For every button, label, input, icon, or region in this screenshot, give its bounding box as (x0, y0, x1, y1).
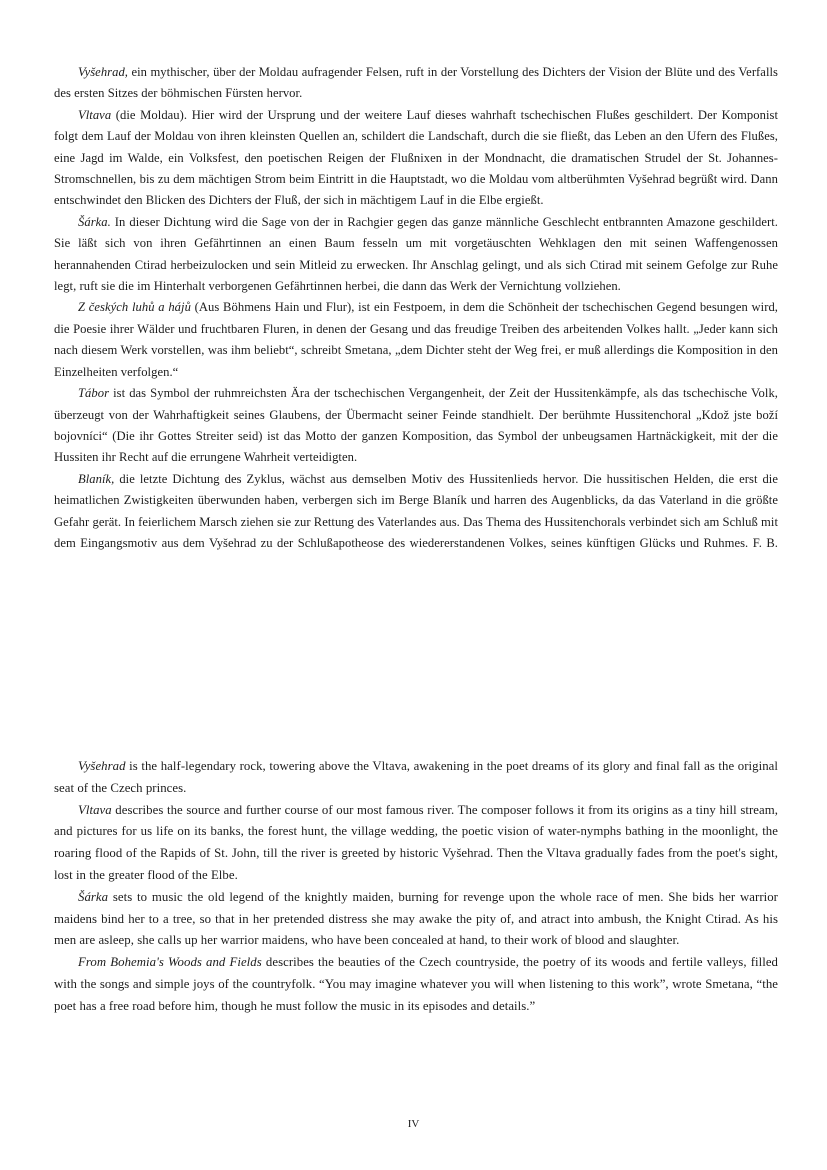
paragraph-text: (Aus Böhmens Hain und Flur), ist ein Festpoem, in dem die Schönheit der tschechischen Gegend besungen wird, die Poesie ihrer Wälder und fruchtbaren Fluren, in denen der Gesang und das freudige Treiben des arbeitenden Volkes hallt. „Jeder kann sich nach diesem Werk vorstellen, was ihm beliebt“, schreibt Smetana, „dem Dichter steht der Weg frei, er muß allerdings die Komposition in den Einzelheiten verfolgen.“ (54, 300, 779, 379)
page-number: IV (407, 1118, 420, 1130)
work-title: Vltava (78, 802, 112, 817)
paragraph-text: die letzte Dichtung des Zyklus, wächst aus demselben Motiv des Hussitenlieds hervor. Die hussitischen Helden, die erst die heimatlichen Zwistigkeiten überwunden haben, verbergen sich im Berge Blaník und harren des Augenblicks, da das Vaterland in die größte Gefahr gerät. In feierlichem Marsch ziehen sie zur Rettung des Vaterlandes aus. Das Thema des Hussitenchorals verbindet sich am Schluß mit dem Eingangsmotiv aus dem Vyšehrad zu der Schlußapotheose des wiedererstandenen Volkes, seines künftigen Glücks und Ruhmes. (54, 471, 778, 550)
paragraph-vltava-en (54, 800, 778, 887)
paragraph-blanik-de (54, 469, 778, 555)
paragraph-text: ist das Symbol der ruhmreichsten Ära der tschechischen Vergangenheit, der Zeit der Hussitenkämpfe, als das tschechische Volk, überzeugt von der Wahrhaftigkeit seines Glaubens, der Übermacht seiner Feinde standhielt. Der berühmte Hussitenchoral „Kdož jste boží bojovníci“ (Die ihr Gottes Streiter seid) ist das Motto der ganzen Komposition, das Symbol der unbeugsamen Hartnäckigkeit, mit der die Hussiten ihr Recht auf die errungene Wahrheit verteidigten. (54, 386, 778, 465)
paragraph-text: is the half-legendary rock, towering above the Vltava, awakening in the poet dreams of its glory and final fall as the original seat of the Czech princes. (54, 759, 778, 795)
german-text (54, 62, 778, 554)
paragraph-sarka-en (54, 887, 778, 952)
paragraph-text: sets to music the old legend of the knightly maiden, burning for revenge upon the whole race of men. She bids her warrior maidens bind her to a tree, so that in her pretended distress she may awake the pity of, and atract into ambush, the Knight Ctirad. As his men are asleep, she calls up her warrior maidens, who have been concealed at hand, to their work of blood and slaughter. (54, 889, 778, 948)
english-text (54, 756, 778, 1018)
paragraph-sarka-de (54, 212, 778, 298)
paragraph-text: (die Moldau). Hier wird der Ursprung und der weitere Lauf dieses wahrhaft tschechischen Flußes geschildert. Der Komponist folgt dem Lauf der Moldau von ihren kleinsten Quellen an, schildert die Landschaft, durch die sie fließt, das Leben an den Ufern des Flußes, eine Jagd im Walde, ein Volksfest, den poetischen Reigen der Flußnixen in der Mondnacht, die dramatischen Strudel der St. Johannes-Stromschnellen, bis zu dem mächtigen Strom beim Eintritt in die Hauptstadt, wo die Moldau vom altberühmten Vyšehrad begrüßt wird. Dann entschwindet den Blicken des Dichters der Fluß, der sich in mächtigem Lauf in die Elbe ergießt. (54, 107, 778, 208)
paragraph-vltava-de (54, 105, 778, 212)
work-title: Šárka (78, 889, 109, 904)
paragraph-text: In dieser Dichtung wird die Sage von der in Rachgier gegen das ganze männliche Geschlecht entbrannten Amazone geschildert. Sie läßt sich von ihren Gefährtinnen an einen Baum fesseln um mit vorgetäuschten Wehklagen den mit seinen Waffengenossen herannahenden Ctirad herbeizulocken und sein Mitleid zu erwecken. Ihr Anschlag gelingt, und als sich Ctirad mit seinem Gefolge zur Ruhe legt, ruft sie die im Hinterhalt verborgenen Gefährtinnen herbei, die dann das Werk der Vernichtung vollziehen. (54, 214, 778, 294)
paragraph-vysehrad-de (54, 62, 778, 105)
work-title: From Bohemia's Woods and Fields (78, 955, 262, 970)
work-title: Šárka. (78, 214, 111, 229)
paragraph-text: describes the source and further course of our most famous river. The composer follows it from its origins as a tiny hill stream, and pictures for us life on its banks, the forest hunt, the village wedding, the poetic vision of water-nymphs bathing in the moonlight, the roaring flood of the Rapids of St. John, till the river is greeted by historic Vyšehrad. Then the Vltava gradually fades from the poet's sight, lost in the greater flood of the Elbe. (54, 802, 778, 882)
paragraph-tabor-de (54, 383, 778, 469)
author-signature: F. B. (752, 535, 778, 550)
paragraph-text: ein mythischer, über der Moldau aufragender Felsen, ruft in der Vorstellung des Dichters der Vision der Blüte und des Verfalls des ersten Sitzes der böhmischen Fürsten hervor. (54, 65, 778, 101)
work-title: Tábor (78, 386, 110, 401)
work-title: Vyšehrad (78, 759, 126, 773)
paragraph-z-ceskych-luhu-de (54, 297, 778, 383)
work-title: Vltava (78, 107, 112, 122)
work-title: Z českých luhů a hájů (78, 300, 191, 315)
work-title: Blaník, (78, 471, 115, 486)
paragraph-bohemia-en (54, 952, 778, 1017)
work-title: Vyšehrad, (78, 65, 129, 79)
paragraph-vysehrad-en (54, 756, 778, 800)
paragraph-text: describes the beauties of the Czech countryside, the poetry of its woods and fertile valleys, filled with the songs and simple joys of the countryfolk. “You may imagine whatever you will when listening to this work”, wrote Smetana, “the poet has a free road before him, though he must follow the music in its episodes and details.” (54, 955, 778, 1013)
